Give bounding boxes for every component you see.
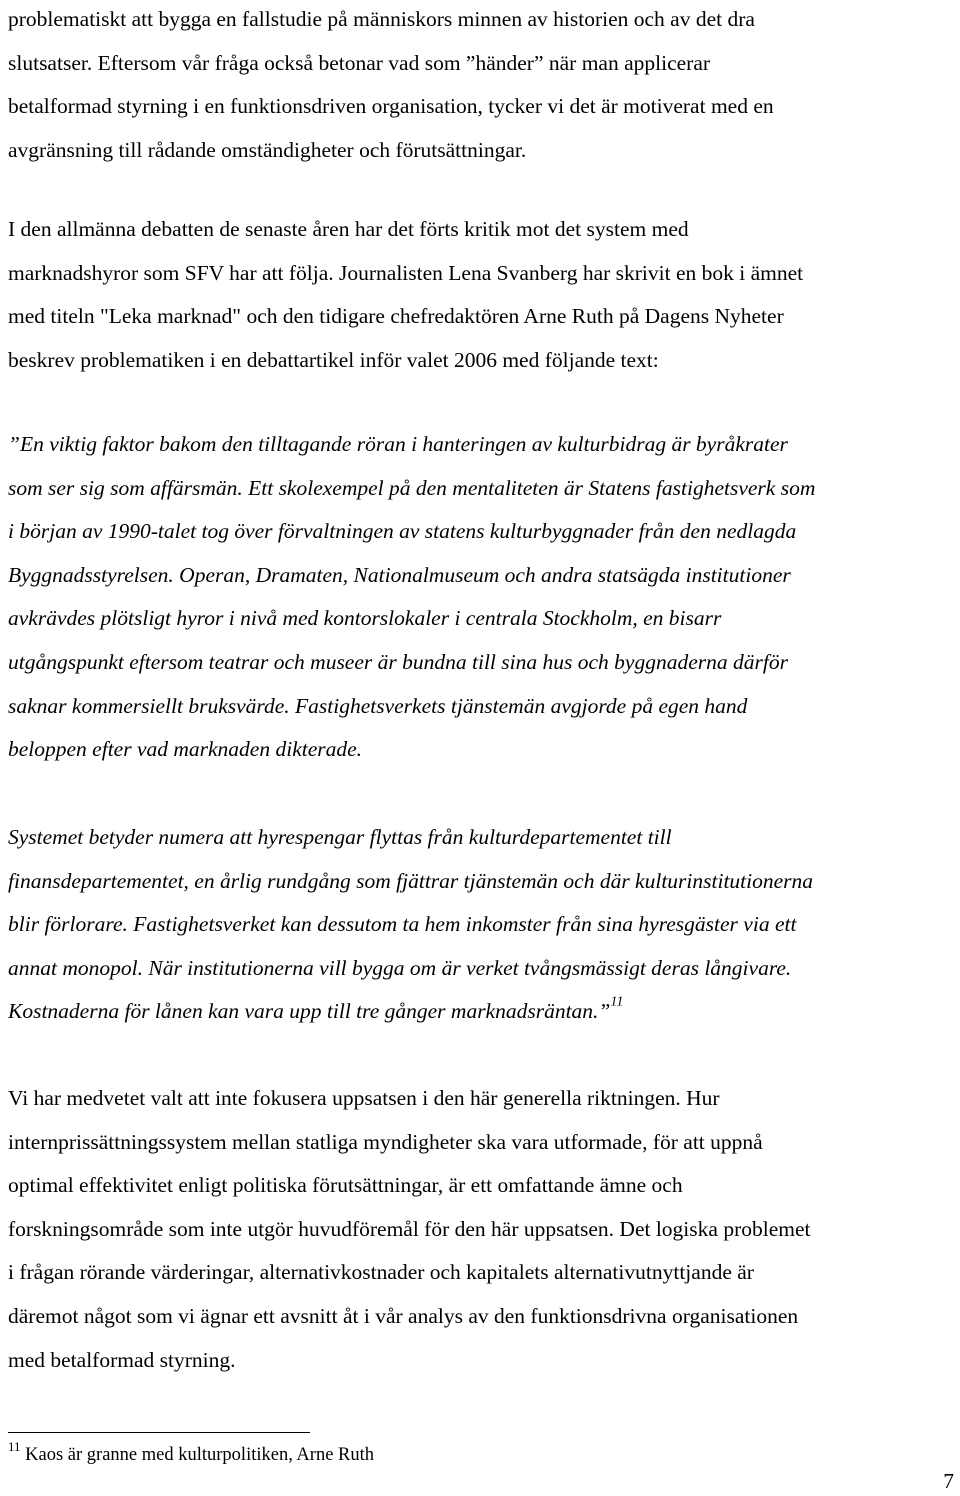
- paragraph-3: [8, 1077, 960, 1382]
- quote-line: Systemet betyder numera att hyrespengar flyttas från kulturdepartementet till: [8, 825, 672, 849]
- paragraph-line: beskrev problematiken i en debattartikel inför valet 2006 med följande text:: [8, 347, 659, 372]
- paragraph-line: forskningsområde som inte utgör huvudföremål för den här uppsatsen. Det logiska problemet: [8, 1216, 811, 1241]
- paragraph-2: [8, 208, 960, 382]
- paragraph-line: slutsatser. Eftersom vår fråga också betonar vad som ”händer” när man applicerar: [8, 50, 711, 75]
- quote-line: blir förlorare. Fastighetsverket kan dessutom ta hem inkomster från sina hyresgäster via ett: [8, 912, 797, 937]
- paragraph-line: med betalformad styrning.: [8, 1347, 236, 1372]
- quote-paragraph-2: [8, 816, 960, 1034]
- paragraph-line: I den allmänna debatten de senaste åren har det förts kritik mot det system med: [8, 217, 689, 241]
- paragraph-line: Vi har medvetet valt att inte fokusera uppsatsen i den här generella riktningen. Hur: [8, 1086, 720, 1110]
- quote-line: ”En viktig faktor bakom den tilltagande röran i hanteringen av kulturbidrag är byråkrater: [8, 432, 788, 456]
- quote-line: Kostnaderna för lånen kan vara upp till tre gånger marknadsräntan.”: [8, 999, 611, 1024]
- quote-line: Byggnadsstyrelsen. Operan, Dramaten, Nationalmuseum och andra statsägda institutioner: [8, 562, 791, 587]
- paragraph-line: marknadshyror som SFV har att följa. Journalisten Lena Svanberg har skrivit en bok i ämnet: [8, 260, 804, 285]
- footnote-reference[interactable]: 11: [610, 994, 624, 1010]
- quote-line: beloppen efter vad marknaden dikterade.: [8, 737, 363, 762]
- paragraph-line: optimal effektivitet enligt politiska förutsättningar, är ett omfattande ämne och: [8, 1173, 683, 1198]
- footnote-text: Kaos är granne med kulturpolitiken, Arne Ruth: [25, 1445, 375, 1465]
- quote-line: utgångspunkt eftersom teatrar och museer är bundna till sina hus och byggnaderna därför: [8, 649, 788, 674]
- footnote-divider: [8, 1432, 310, 1433]
- paragraph-line: internprissättningssystem mellan statliga myndigheter ska vara utformade, för att uppnå: [8, 1129, 763, 1154]
- paragraph-line: i frågan rörande värderingar, alternativkostnader och kapitalets alternativutnyttjande är: [8, 1260, 754, 1285]
- quote-paragraph-1: [8, 423, 960, 772]
- paragraph-line: med titeln "Leka marknad" och den tidigare chefredaktören Arne Ruth på Dagens Nyheter: [8, 304, 784, 329]
- paragraph-line: däremot något som vi ägnar ett avsnitt åt i vår analys av den funktionsdrivna organisationen: [8, 1303, 799, 1328]
- page-number: 7: [943, 1469, 954, 1493]
- paragraph-1: [8, 0, 960, 172]
- quote-line: i början av 1990-talet tog över förvaltningen av statens kulturbyggnader från den nedlagda: [8, 519, 797, 544]
- footnote-number: 11: [8, 1438, 21, 1454]
- quote-line: finansdepartementet, en årlig rundgång som fjättrar tjänstemän och där kulturinstitutionerna: [8, 868, 814, 893]
- quote-line: som ser sig som affärsmän. Ett skolexempel på den mentaliteten är Statens fastighetsverk som: [8, 475, 816, 500]
- quote-line: annat monopol. När institutionerna vill bygga om är verket tvångsmässigt deras långivare.: [8, 955, 792, 980]
- footnote: [8, 1438, 375, 1468]
- quote-line: saknar kommersiellt bruksvärde. Fastighetsverkets tjänstemän avgjorde på egen hand: [8, 693, 748, 718]
- quote-line-with-footnote: [8, 990, 960, 1034]
- paragraph-line: avgränsning till rådande omständigheter och förutsättningar.: [8, 137, 527, 162]
- paragraph-line: problematiskt att bygga en fallstudie på människors minnen av historien och av det dra: [8, 7, 755, 31]
- quote-line: avkrävdes plötsligt hyror i nivå med kontorslokaler i centrala Stockholm, en bisarr: [8, 606, 722, 631]
- paragraph-line: betalformad styrning i en funktionsdriven organisation, tycker vi det är motiverat med en: [8, 94, 774, 119]
